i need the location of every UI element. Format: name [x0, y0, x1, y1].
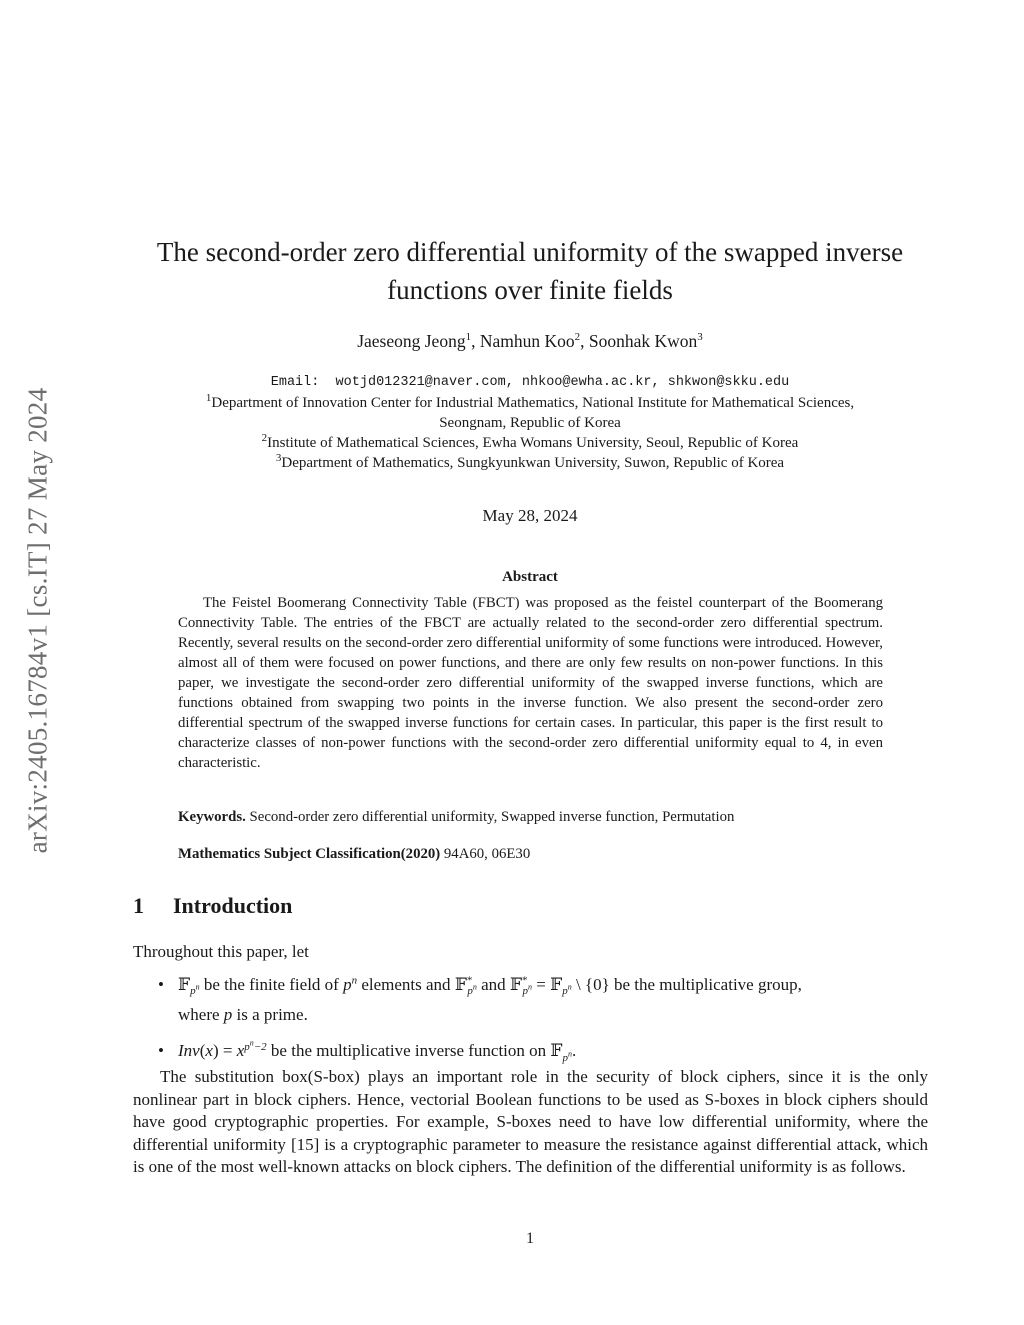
author-mark: 1 — [465, 331, 472, 344]
list-item: • 𝔽$_{p^n}$ be the finite field of $p^n$ elements and 𝔽*$_{p^n}$ and 𝔽*$_{p^n}$ = 𝔽$_{p^n}$ \ {0} be the multiplicative group, where p is a prime. — [158, 974, 802, 1025]
msc-label: Mathematics Subject Classification(2020) — [178, 846, 441, 862]
paper-title — [130, 233, 930, 309]
bullet-text: is a prime. — [236, 1005, 308, 1025]
author-name: Soonhak Kwon — [588, 331, 698, 351]
affiliation-text: Department of Innovation Center for Industrial Mathematics, National Institute for Mathematical Sciences, — [211, 395, 855, 411]
bullet-text: be the multiplicative inverse function on — [270, 1041, 547, 1061]
bullet-text: where — [178, 1005, 220, 1025]
author-emails[interactable]: Email: wotjd012321@naver.com, nhkoo@ewha.ac.kr, shkwon@skku.edu — [270, 375, 790, 390]
title-line-1: The second-order zero differential uniformity of the swapped inverse — [156, 237, 904, 267]
affiliation-item — [120, 393, 940, 413]
intro-paragraph: The substitution box(S-box) plays an important role in the security of block ciphers, since it is the only nonlinear part in block ciphers. Hence, vectorial Boolean functions to be used as S-boxes in block ciphers should have good cryptographic properties. For example, S-boxes need to have low differential uniformity, where the differential uniformity [15] is a cryptographic parameter to measure the resistance against differential attack, which is one of the most well-known attacks on block ciphers. The definition of the differential uniformity is as follows. — [133, 1067, 928, 1177]
bullet-text: elements and — [361, 975, 451, 994]
author-list: Jaeseong Jeong$^1$, Namhun Koo$^2$, Soonhak Kwon$^3$ — [357, 331, 703, 351]
page-number: 1 — [526, 1230, 534, 1247]
abstract-heading: Abstract — [502, 569, 558, 585]
affiliations — [120, 393, 940, 473]
author-name: Jaeseong Jeong — [357, 331, 466, 351]
section-number: 1 — [133, 893, 144, 918]
keywords-label: Keywords. — [178, 809, 246, 825]
bullet-icon: • — [158, 975, 164, 994]
affiliation-text: Department of Mathematics, Sungkyunkwan University, Suwon, Republic of Korea — [281, 455, 785, 471]
arxiv-identifier[interactable]: arXiv:2405.16784v1 [cs.IT] 27 May 2024 — [22, 387, 53, 853]
intro-lead: Throughout this paper, let — [133, 942, 309, 961]
msc-classification — [178, 846, 883, 863]
affiliation-item — [120, 433, 940, 453]
author-mark: 3 — [697, 331, 703, 344]
affiliation-item — [120, 453, 940, 473]
bullet-text: be the finite field of — [203, 975, 339, 994]
bullet-icon: • — [158, 1041, 164, 1061]
bullet-text: be the multiplicative group, — [613, 975, 802, 994]
title-line-2: functions over finite fields — [387, 275, 673, 305]
affiliation-mark: 3 — [275, 452, 282, 464]
keywords-text: Second-order zero differential uniformity, Swapped inverse function, Permutation — [249, 809, 735, 825]
arxiv-sidebar — [18, 340, 58, 900]
affiliation-text: Institute of Mathematical Sciences, Ewha Womans University, Seoul, Republic of Korea — [267, 435, 799, 451]
affiliation-mark: 2 — [261, 432, 268, 444]
author-name: Namhun Koo — [479, 331, 575, 351]
affiliation-continuation: Seongnam, Republic of Korea — [439, 415, 621, 431]
msc-codes: 94A60, 06E30 — [443, 846, 531, 862]
abstract-body: The Feistel Boomerang Connectivity Table (FBCT) was proposed as the feistel counterpart of the Boomerang Connectivity Table. The entries of the FBCT are actually related to the second-order zero differential spectrum. Recently, several results on the second-order zero differential uniformity of some functions were introduced. However, almost all of them were focused on power functions, and there are only few results on non-power functions. In this paper, we investigate the second-order zero differential uniformity of the swapped inverse functions, which are functions obtained from swapping two points in the inverse function. We also present the second-order zero differential spectrum of the swapped inverse functions for certain cases. In particular, this paper is the first result to characterize classes of non-power functions with the second-order zero differential uniformity equal to 4, in even characteristic. — [178, 595, 883, 771]
definition-list — [158, 973, 928, 1070]
bullet-text: and — [481, 975, 506, 994]
section-title: Introduction — [173, 893, 293, 918]
affiliation-mark: 1 — [205, 392, 212, 404]
keywords — [178, 809, 883, 826]
author-mark: 2 — [574, 331, 581, 344]
paper-date: May 28, 2024 — [482, 506, 578, 525]
section-heading — [133, 893, 833, 919]
list-item: • $Inv(x) = x^{p^n-2}$ be the multiplicative inverse function on 𝔽$_{p^n}$. — [158, 1038, 577, 1064]
